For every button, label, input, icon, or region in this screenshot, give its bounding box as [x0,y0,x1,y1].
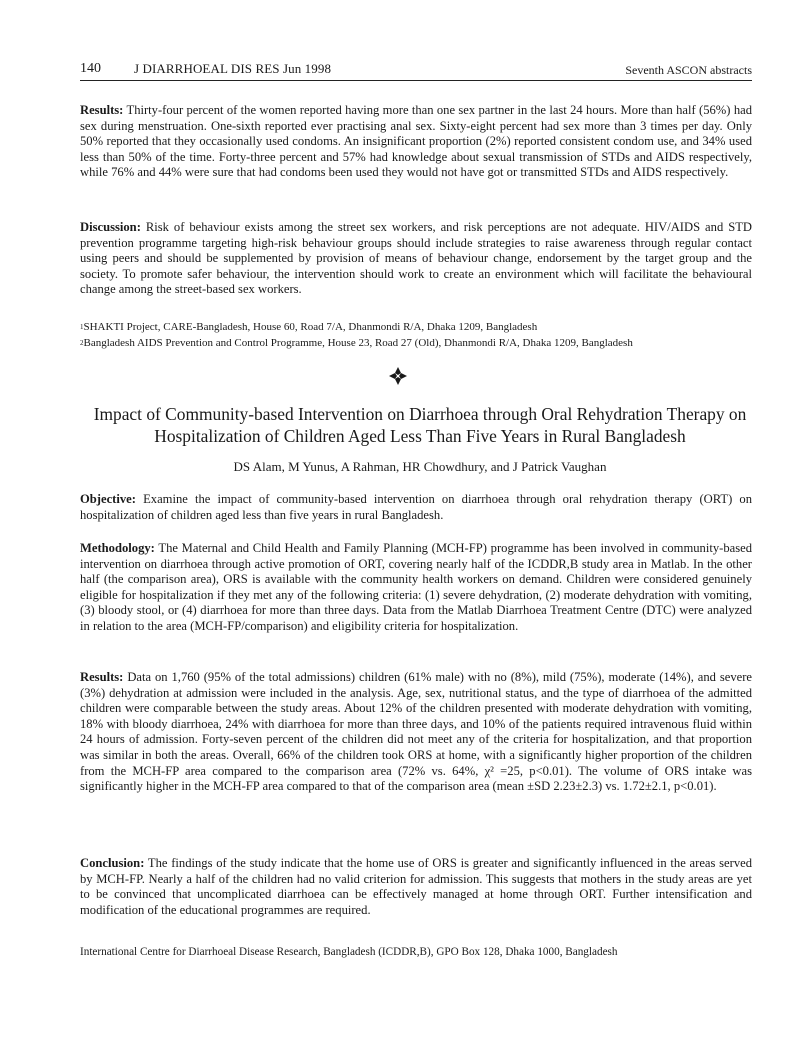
affiliation-2 [80,337,760,350]
objective-text: Examine the impact of community-based intervention on diarrhoea through oral rehydration therapy (ORT) on hospitalization of children aged less than five years in rural Bangladesh. [80,492,752,522]
running-header [80,60,752,81]
discussion-label: Discussion: [80,220,141,234]
author-list: DS Alam, M Yunus, A Rahman, HR Chowdhury, and J Patrick Vaughan [233,459,607,474]
results-paragraph [80,670,752,795]
affiliation-1 [80,321,760,334]
affiliation-mark: 1 [80,323,84,331]
affiliation-text: Bangladesh AIDS Prevention and Control Programme, House 23, Road 27 (Old), Dhanmondi R/A, Dhaka 1209, Bangladesh [83,337,633,349]
conclusion-text: The findings of the study indicate that the home use of ORS is greater and significantly influenced in the areas served by MCH-FP. Nearly a half of the children had no valid criterion for admission. This suggests that mothers in the study areas are yet to be convinced that uncomplicated diarrhoea can be effectively managed at home through ORT. Further intensification and modification of the educational programmes are required. [80,856,753,917]
methodology-text: The Maternal and Child Health and Family Planning (MCH-FP) programme has been involved in community-based intervention on diarrhoea through active promotion of ORT, covering nearly half of the ICDDR,B study area in Matlab. In the other half (the comparison area), ORS is available with the community health workers on demand. Children were considered genuinely eligible for hospitalization if they met any of the following criteria: (1) severe dehydration, (2) moderate dehydration with vomiting, (3) bloody stool, or (4) diarrhoea for more than three days. Data from the Matlab Diarrhoea Treatment Centre (DTC) were analyzed in relation to the area (MCH-FP/comparison) and eligibility criteria for hospitalization. [80,541,753,633]
section-divider-ornament-icon [388,366,408,386]
section-name: Seventh ASCON abstracts [625,63,752,77]
discussion-text: Risk of behaviour exists among the street sex workers, and risk perceptions are not adequate. HIV/AIDS and STD prevention programme targeting high-risk behaviour groups should include strategies to raise awareness through regular contact using peers and should be supplemented by provision of means of behaviour change, endorsement by the target group and the society. To promote safer behaviour, the intervention should work to create an environment which will facilitate the behavioural change among the street-based sex workers. [80,220,752,297]
journal-citation: J DIARRHOEAL DIS RES Jun 1998 [134,61,332,76]
methodology-label: Methodology: [80,541,155,555]
results-text: Thirty-four percent of the women reported having more than one sex partner in the last 24 hours. More than half (56%) had sex during menstruation. One-sixth reported ever practising anal sex. Sixty-eight percent had sex more than 3 times per day. Only 50% reported that they occasionally used condoms. An insignificant proportion (2%) reported consistent condom use, and 34% used less than 50% of the time. Forty-three percent and 57% had knowledge about sexual transmission of STDs and AIDS respectively, while 76% and 44% were sure that had condoms been used they would not have got or transmitted STDs and AIDS respectively. [80,103,753,180]
conclusion-label: Conclusion: [80,856,145,870]
results-text: Data on 1,760 (95% of the total admissions) children (61% male) with no (8%), mild (75%), moderate (14%), and severe (3%) dehydration at admission were included in the analysis. Age, sex, nutritional status, and the type of diarrhoea of the admitted children were comparable between the study areas. About 12% of the children presented with moderate dehydration with vomiting, 18% with bloody diarrhoea, 24% with diarrhoea for more than three days, and 10% of the patients required intravenous fluid within 24 hours of admission. Forty-seven percent of the children did not meet any of the criteria for hospitalization, and that proportion was similar in both the areas. Overall, 66% of the children took ORS at home, with a significantly higher proportion of the children from the MCH-FP area compared to the comparison area (72% vs. 64%, χ² =25, p<0.01). The volume of ORS intake was significantly higher in the MCH-FP area compared to that of the comparison area (mean ±SD 2.23±2.3) vs. 1.72±2.1, p<0.01). [80,670,752,794]
results-label: Results: [80,670,124,684]
methodology-paragraph [80,541,752,635]
affiliation-mark: 2 [80,339,84,347]
title-line: Impact of Community-based Intervention on Diarrhoea through Oral Rehydration Therapy on [93,404,747,424]
page-number: 140 [80,61,101,76]
objective-label: Objective: [80,492,136,506]
affiliation-text: SHAKTI Project, CARE-Bangladesh, House 60, Road 7/A, Dhanmondi R/A, Dhaka 1209, Bangladesh [83,321,538,333]
objective-paragraph [80,492,752,523]
previous-discussion-paragraph [80,220,752,298]
results-label: Results: [80,103,124,117]
title-line: Hospitalization of Children Aged Less Than Five Years in Rural Bangladesh [154,426,686,446]
conclusion-paragraph [80,856,752,918]
abstract-affiliation: International Centre for Diarrhoeal Disease Research, Bangladesh (ICDDR,B), GPO Box 128, Dhaka 1000, Bangladesh [80,946,618,958]
abstract-title [80,403,760,447]
previous-results-paragraph [80,103,752,181]
